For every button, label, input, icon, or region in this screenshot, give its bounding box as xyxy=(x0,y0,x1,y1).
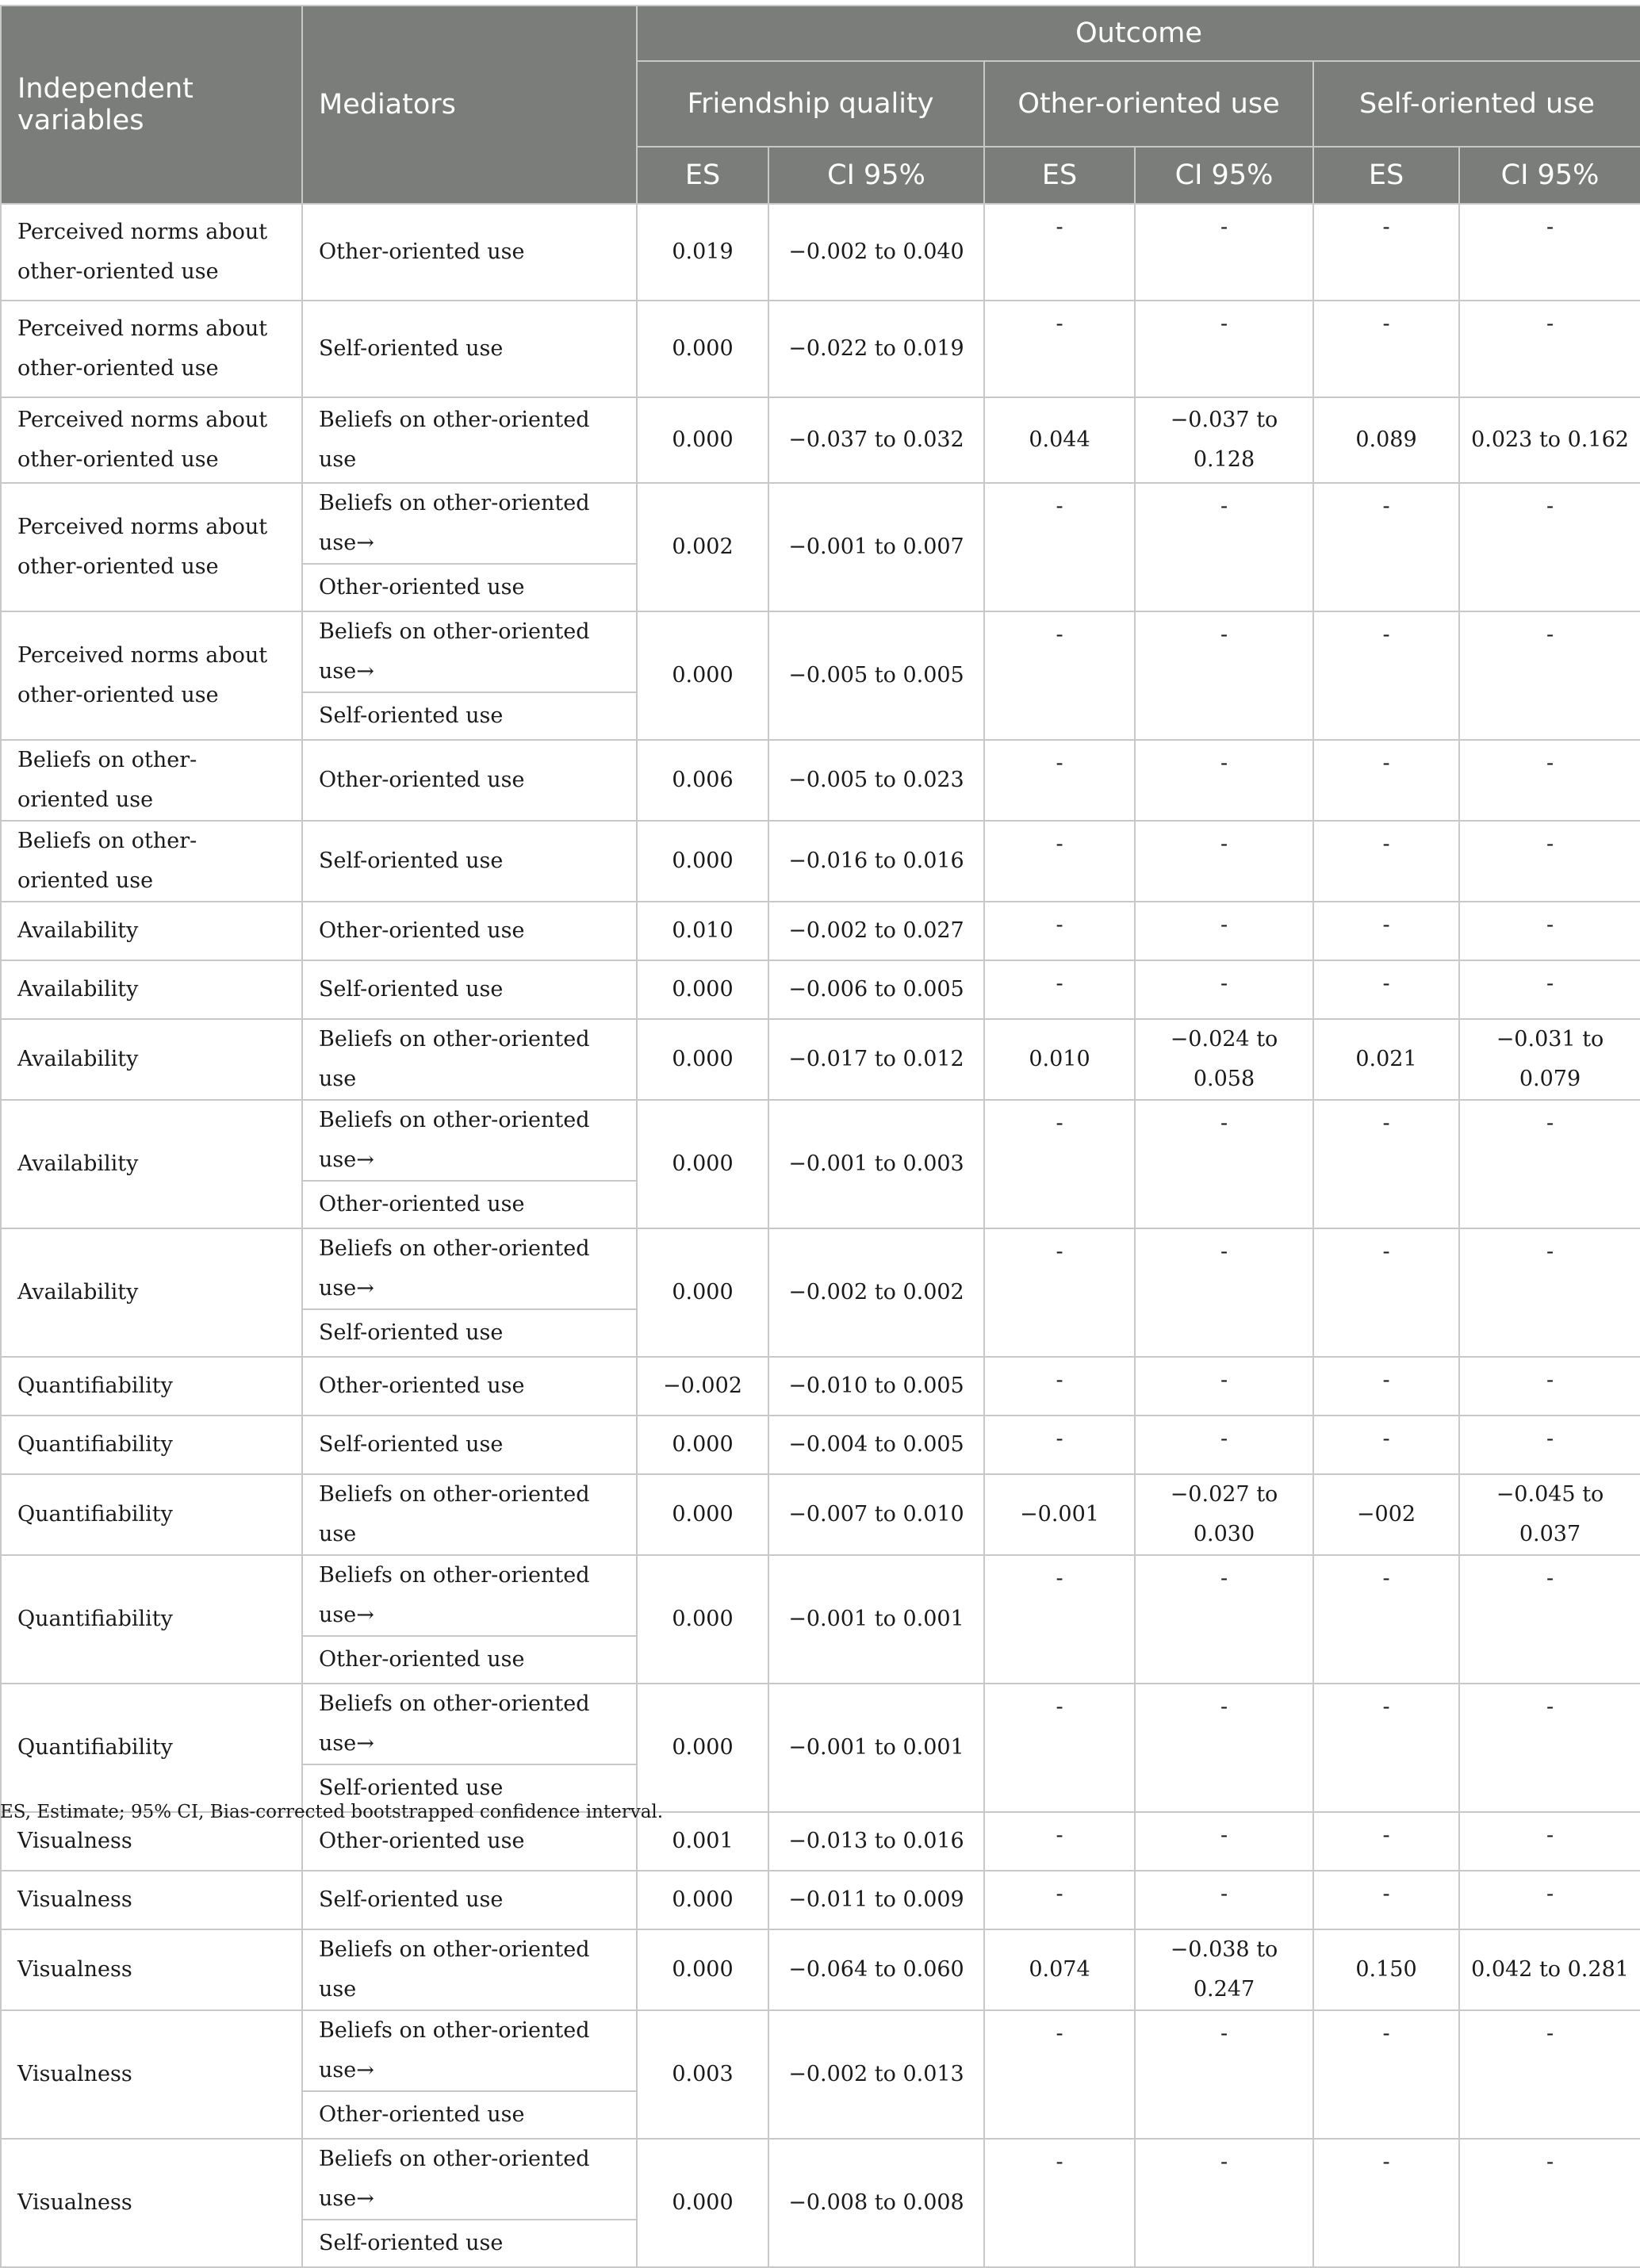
friendship-ci-cell: −0.013 to 0.016 xyxy=(768,1812,984,1871)
independent-variable-cell: Beliefs on other-oriented use xyxy=(1,821,302,902)
self-oriented-ci-cell: - xyxy=(1459,902,1640,960)
friendship-es-cell: 0.000 xyxy=(637,1416,768,1474)
self-oriented-ci-cell: - xyxy=(1459,1555,1640,1684)
mediator-cell: Beliefs on other-oriented use xyxy=(302,1019,637,1100)
independent-variable-cell: Quantifiability xyxy=(1,1357,302,1416)
mediator-cell: Self-oriented use xyxy=(302,1309,637,1357)
mediator-cell: Beliefs on other-oriented use→ xyxy=(302,611,637,692)
table-row xyxy=(1,821,1640,902)
mediator-cell: Self-oriented use xyxy=(302,301,637,397)
friendship-ci-cell: −0.001 to 0.001 xyxy=(768,1684,984,1812)
other-oriented-ci-cell: - xyxy=(1135,301,1313,397)
independent-variable-cell: Visualness xyxy=(1,2010,302,2139)
self-oriented-es-cell: 0.150 xyxy=(1313,1929,1459,2010)
table-row xyxy=(1,2139,1640,2220)
independent-variable-cell: Visualness xyxy=(1,1929,302,2010)
self-oriented-es-cell: - xyxy=(1313,1812,1459,1871)
table-row xyxy=(1,1929,1640,2010)
independent-variable-cell: Quantifiability xyxy=(1,1555,302,1684)
header-outcome: Outcome xyxy=(637,6,1640,61)
header-other-oriented-use: Other-oriented use xyxy=(984,61,1313,147)
mediator-cell: Beliefs on other-oriented use→ xyxy=(302,2139,637,2220)
mediator-cell: Self-oriented use xyxy=(302,821,637,902)
other-oriented-ci-cell: - xyxy=(1135,1357,1313,1416)
header-es: ES xyxy=(1313,147,1459,204)
friendship-es-cell: 0.002 xyxy=(637,483,768,611)
other-oriented-ci-cell: - xyxy=(1135,483,1313,611)
mediator-cell: Other-oriented use xyxy=(302,204,637,301)
self-oriented-es-cell: −002 xyxy=(1313,1474,1459,1555)
self-oriented-es-cell: - xyxy=(1313,902,1459,960)
header-independent-variables: Independent variables xyxy=(1,6,302,204)
mediator-cell: Other-oriented use xyxy=(302,902,637,960)
mediator-cell: Beliefs on other-oriented use→ xyxy=(302,1100,637,1181)
friendship-ci-cell: −0.001 to 0.001 xyxy=(768,1555,984,1684)
self-oriented-ci-cell: - xyxy=(1459,1228,1640,1357)
other-oriented-es-cell: - xyxy=(984,1555,1135,1684)
independent-variable-cell: Perceived norms about other-oriented use xyxy=(1,483,302,611)
other-oriented-ci-cell: - xyxy=(1135,1555,1313,1684)
self-oriented-ci-cell: 0.023 to 0.162 xyxy=(1459,397,1640,483)
self-oriented-ci-cell: - xyxy=(1459,1812,1640,1871)
other-oriented-es-cell: - xyxy=(984,821,1135,902)
friendship-ci-cell: −0.001 to 0.007 xyxy=(768,483,984,611)
friendship-es-cell: 0.000 xyxy=(637,397,768,483)
self-oriented-es-cell: - xyxy=(1313,1416,1459,1474)
table-row xyxy=(1,1555,1640,1636)
other-oriented-es-cell: - xyxy=(984,1228,1135,1357)
friendship-ci-cell: −0.002 to 0.013 xyxy=(768,2010,984,2139)
header-es: ES xyxy=(984,147,1135,204)
self-oriented-ci-cell: - xyxy=(1459,204,1640,301)
self-oriented-es-cell: - xyxy=(1313,1555,1459,1684)
other-oriented-ci-cell: - xyxy=(1135,1100,1313,1228)
friendship-ci-cell: −0.037 to 0.032 xyxy=(768,397,984,483)
friendship-ci-cell: −0.011 to 0.009 xyxy=(768,1871,984,1929)
independent-variable-cell: Visualness xyxy=(1,1871,302,1929)
header-ci: CI 95% xyxy=(1459,147,1640,204)
friendship-ci-cell: −0.004 to 0.005 xyxy=(768,1416,984,1474)
friendship-ci-cell: −0.002 to 0.040 xyxy=(768,204,984,301)
mediator-cell: Other-oriented use xyxy=(302,564,637,611)
table-row xyxy=(1,611,1640,692)
independent-variable-cell: Perceived norms about other-oriented use xyxy=(1,301,302,397)
other-oriented-ci-cell: - xyxy=(1135,821,1313,902)
self-oriented-es-cell: - xyxy=(1313,740,1459,821)
self-oriented-ci-cell: - xyxy=(1459,740,1640,821)
header-ci: CI 95% xyxy=(768,147,984,204)
self-oriented-es-cell: - xyxy=(1313,1100,1459,1228)
independent-variable-cell: Availability xyxy=(1,1228,302,1357)
mediator-cell: Self-oriented use xyxy=(302,960,637,1019)
table-row xyxy=(1,960,1640,1019)
other-oriented-es-cell: 0.074 xyxy=(984,1929,1135,2010)
independent-variable-cell: Availability xyxy=(1,1100,302,1228)
other-oriented-es-cell: −0.001 xyxy=(984,1474,1135,1555)
mediator-cell: Beliefs on other-oriented use xyxy=(302,1474,637,1555)
friendship-es-cell: 0.000 xyxy=(637,1871,768,1929)
friendship-es-cell: −0.002 xyxy=(637,1357,768,1416)
independent-variable-cell: Perceived norms about other-oriented use xyxy=(1,397,302,483)
self-oriented-es-cell: - xyxy=(1313,1684,1459,1812)
friendship-ci-cell: −0.001 to 0.003 xyxy=(768,1100,984,1228)
self-oriented-es-cell: - xyxy=(1313,821,1459,902)
self-oriented-ci-cell: - xyxy=(1459,2010,1640,2139)
other-oriented-ci-cell: - xyxy=(1135,1228,1313,1357)
friendship-es-cell: 0.000 xyxy=(637,1474,768,1555)
mediator-cell: Self-oriented use xyxy=(302,1871,637,1929)
friendship-es-cell: 0.000 xyxy=(637,1100,768,1228)
table-row xyxy=(1,2010,1640,2091)
other-oriented-ci-cell: −0.024 to 0.058 xyxy=(1135,1019,1313,1100)
mediator-cell: Beliefs on other-oriented use→ xyxy=(302,1228,637,1309)
friendship-es-cell: 0.000 xyxy=(637,1555,768,1684)
friendship-es-cell: 0.000 xyxy=(637,301,768,397)
self-oriented-es-cell: - xyxy=(1313,1228,1459,1357)
self-oriented-es-cell: 0.089 xyxy=(1313,397,1459,483)
independent-variable-cell: Perceived norms about other-oriented use xyxy=(1,204,302,301)
independent-variable-cell: Availability xyxy=(1,960,302,1019)
mediator-cell: Beliefs on other-oriented use→ xyxy=(302,1555,637,1636)
other-oriented-es-cell: - xyxy=(984,960,1135,1019)
mediator-cell: Other-oriented use xyxy=(302,1636,637,1684)
friendship-es-cell: 0.000 xyxy=(637,821,768,902)
table-body xyxy=(1,204,1640,2267)
self-oriented-ci-cell: - xyxy=(1459,1684,1640,1812)
self-oriented-es-cell: - xyxy=(1313,301,1459,397)
friendship-ci-cell: −0.008 to 0.008 xyxy=(768,2139,984,2267)
friendship-ci-cell: −0.064 to 0.060 xyxy=(768,1929,984,2010)
other-oriented-ci-cell: - xyxy=(1135,1684,1313,1812)
mediator-cell: Self-oriented use xyxy=(302,1764,637,1812)
other-oriented-es-cell: - xyxy=(984,1812,1135,1871)
other-oriented-es-cell: 0.010 xyxy=(984,1019,1135,1100)
friendship-ci-cell: −0.016 to 0.016 xyxy=(768,821,984,902)
self-oriented-es-cell: - xyxy=(1313,611,1459,740)
table-row xyxy=(1,1474,1640,1555)
self-oriented-ci-cell: −0.045 to 0.037 xyxy=(1459,1474,1640,1555)
header-friendship-quality: Friendship quality xyxy=(637,61,984,147)
friendship-es-cell: 0.006 xyxy=(637,740,768,821)
table-row xyxy=(1,1684,1640,1764)
self-oriented-ci-cell: - xyxy=(1459,1100,1640,1228)
independent-variable-cell: Availability xyxy=(1,1019,302,1100)
friendship-es-cell: 0.010 xyxy=(637,902,768,960)
mediator-cell: Other-oriented use xyxy=(302,2091,637,2139)
table-row xyxy=(1,740,1640,821)
table-row xyxy=(1,1416,1640,1474)
other-oriented-ci-cell: - xyxy=(1135,960,1313,1019)
mediator-cell: Beliefs on other-oriented use→ xyxy=(302,2010,637,2091)
table-row xyxy=(1,1357,1640,1416)
self-oriented-es-cell: - xyxy=(1313,2010,1459,2139)
mediator-cell: Beliefs on other-oriented use xyxy=(302,1929,637,2010)
friendship-es-cell: 0.000 xyxy=(637,1929,768,2010)
self-oriented-es-cell: 0.021 xyxy=(1313,1019,1459,1100)
friendship-es-cell: 0.000 xyxy=(637,611,768,740)
mediator-cell: Other-oriented use xyxy=(302,1357,637,1416)
other-oriented-ci-cell: - xyxy=(1135,1871,1313,1929)
self-oriented-ci-cell: - xyxy=(1459,301,1640,397)
independent-variable-cell: Quantifiability xyxy=(1,1684,302,1812)
table-row xyxy=(1,1228,1640,1309)
table-row xyxy=(1,1871,1640,1929)
independent-variable-cell: Perceived norms about other-oriented use xyxy=(1,611,302,740)
friendship-es-cell: 0.001 xyxy=(637,1812,768,1871)
self-oriented-es-cell: - xyxy=(1313,2139,1459,2267)
self-oriented-ci-cell: −0.031 to 0.079 xyxy=(1459,1019,1640,1100)
table-row xyxy=(1,902,1640,960)
self-oriented-ci-cell: - xyxy=(1459,1416,1640,1474)
other-oriented-ci-cell: - xyxy=(1135,902,1313,960)
friendship-es-cell: 0.000 xyxy=(637,1019,768,1100)
other-oriented-ci-cell: −0.038 to 0.247 xyxy=(1135,1929,1313,2010)
self-oriented-ci-cell: - xyxy=(1459,960,1640,1019)
header-mediators: Mediators xyxy=(302,6,637,204)
friendship-ci-cell: −0.002 to 0.002 xyxy=(768,1228,984,1357)
other-oriented-es-cell: - xyxy=(984,2010,1135,2139)
independent-variable-cell: Quantifiability xyxy=(1,1416,302,1474)
other-oriented-ci-cell: - xyxy=(1135,1416,1313,1474)
mediator-cell: Beliefs on other-oriented use→ xyxy=(302,483,637,564)
independent-variable-cell: Quantifiability xyxy=(1,1474,302,1555)
other-oriented-es-cell: 0.044 xyxy=(984,397,1135,483)
self-oriented-ci-cell: - xyxy=(1459,1357,1640,1416)
self-oriented-es-cell: - xyxy=(1313,1871,1459,1929)
self-oriented-es-cell: - xyxy=(1313,1357,1459,1416)
mediator-cell: Self-oriented use xyxy=(302,1416,637,1474)
other-oriented-es-cell: - xyxy=(984,483,1135,611)
table-row xyxy=(1,397,1640,483)
mediation-table xyxy=(0,5,1640,2268)
self-oriented-es-cell: - xyxy=(1313,960,1459,1019)
table-row xyxy=(1,204,1640,301)
other-oriented-ci-cell: - xyxy=(1135,1812,1313,1871)
self-oriented-ci-cell: - xyxy=(1459,821,1640,902)
friendship-ci-cell: −0.005 to 0.023 xyxy=(768,740,984,821)
table-footnote: ES, Estimate; 95% CI, Bias-corrected bootstrapped confidence interval. xyxy=(0,1802,664,1822)
other-oriented-es-cell: - xyxy=(984,611,1135,740)
friendship-es-cell: 0.000 xyxy=(637,960,768,1019)
other-oriented-ci-cell: - xyxy=(1135,204,1313,301)
self-oriented-ci-cell: - xyxy=(1459,611,1640,740)
other-oriented-ci-cell: - xyxy=(1135,611,1313,740)
other-oriented-es-cell: - xyxy=(984,902,1135,960)
friendship-es-cell: 0.000 xyxy=(637,2139,768,2267)
mediator-cell: Beliefs on other-oriented use xyxy=(302,397,637,483)
other-oriented-es-cell: - xyxy=(984,1416,1135,1474)
friendship-ci-cell: −0.005 to 0.005 xyxy=(768,611,984,740)
header-ci: CI 95% xyxy=(1135,147,1313,204)
mediator-cell: Other-oriented use xyxy=(302,1812,637,1871)
other-oriented-es-cell: - xyxy=(984,2139,1135,2267)
self-oriented-ci-cell: 0.042 to 0.281 xyxy=(1459,1929,1640,2010)
self-oriented-es-cell: - xyxy=(1313,204,1459,301)
header-es: ES xyxy=(637,147,768,204)
mediator-cell: Beliefs on other-oriented use→ xyxy=(302,1684,637,1764)
other-oriented-ci-cell: −0.037 to 0.128 xyxy=(1135,397,1313,483)
header-self-oriented-use: Self-oriented use xyxy=(1313,61,1640,147)
other-oriented-ci-cell: - xyxy=(1135,740,1313,821)
friendship-es-cell: 0.003 xyxy=(637,2010,768,2139)
friendship-ci-cell: −0.002 to 0.027 xyxy=(768,902,984,960)
friendship-es-cell: 0.000 xyxy=(637,1684,768,1812)
independent-variable-cell: Visualness xyxy=(1,2139,302,2267)
friendship-es-cell: 0.019 xyxy=(637,204,768,301)
table-container xyxy=(0,5,1640,2268)
independent-variable-cell: Availability xyxy=(1,902,302,960)
friendship-ci-cell: −0.007 to 0.010 xyxy=(768,1474,984,1555)
other-oriented-ci-cell: - xyxy=(1135,2139,1313,2267)
other-oriented-es-cell: - xyxy=(984,1871,1135,1929)
mediator-cell: Other-oriented use xyxy=(302,740,637,821)
independent-variable-cell: Beliefs on other-oriented use xyxy=(1,740,302,821)
table-row xyxy=(1,1019,1640,1100)
independent-variable-cell: Visualness xyxy=(1,1812,302,1871)
other-oriented-es-cell: - xyxy=(984,1100,1135,1228)
friendship-ci-cell: −0.006 to 0.005 xyxy=(768,960,984,1019)
friendship-es-cell: 0.000 xyxy=(637,1228,768,1357)
mediator-cell: Self-oriented use xyxy=(302,2220,637,2267)
friendship-ci-cell: −0.017 to 0.012 xyxy=(768,1019,984,1100)
mediator-cell: Other-oriented use xyxy=(302,1181,637,1228)
table-row xyxy=(1,1100,1640,1181)
other-oriented-es-cell: - xyxy=(984,301,1135,397)
other-oriented-es-cell: - xyxy=(984,204,1135,301)
self-oriented-ci-cell: - xyxy=(1459,2139,1640,2267)
other-oriented-ci-cell: −0.027 to 0.030 xyxy=(1135,1474,1313,1555)
table-row xyxy=(1,301,1640,397)
friendship-ci-cell: −0.022 to 0.019 xyxy=(768,301,984,397)
self-oriented-ci-cell: - xyxy=(1459,483,1640,611)
friendship-ci-cell: −0.010 to 0.005 xyxy=(768,1357,984,1416)
self-oriented-ci-cell: - xyxy=(1459,1871,1640,1929)
other-oriented-es-cell: - xyxy=(984,740,1135,821)
other-oriented-es-cell: - xyxy=(984,1357,1135,1416)
table-row xyxy=(1,483,1640,564)
other-oriented-ci-cell: - xyxy=(1135,2010,1313,2139)
other-oriented-es-cell: - xyxy=(984,1684,1135,1812)
self-oriented-es-cell: - xyxy=(1313,483,1459,611)
mediator-cell: Self-oriented use xyxy=(302,692,637,740)
